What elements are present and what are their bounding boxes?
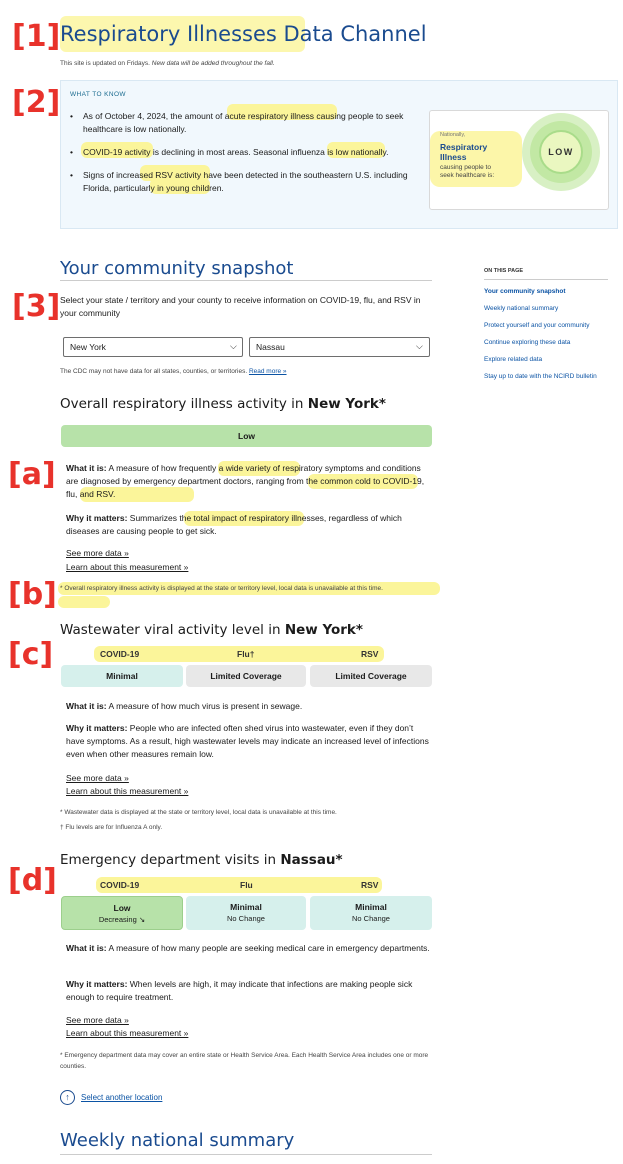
badge-title-1: Respiratory	[440, 142, 488, 152]
toc-related-data[interactable]: Explore related data	[484, 356, 543, 363]
toc-community-snapshot[interactable]: Your community snapshot	[484, 288, 566, 295]
annotation-a: [a]	[8, 457, 56, 492]
annotation-2: [2]	[12, 85, 61, 120]
bullet-3: • Signs of increased RSV activity have been detected in the southeastern U.S. including Florida, particularly in young children.	[70, 170, 408, 193]
ed-covid-trend: Decreasing ↘	[98, 915, 146, 924]
ed-learn-link[interactable]: Learn about this measurement »	[66, 1028, 189, 1038]
county-select[interactable]	[249, 337, 430, 357]
ww-footnote-1: * Wastewater data is displayed at the state or territory level, local data is unavailable at this time.	[60, 809, 337, 816]
weekly-summary-title: Weekly national summary	[60, 1130, 295, 1151]
ww-col-rsv: RSV	[361, 649, 379, 659]
on-this-page-heading: ON THIS PAGE	[484, 268, 524, 274]
overall-why: Why it matters: Summarizes the total impact of respiratory illnesses, regardless of which diseases are causing people to get sick.	[66, 513, 402, 536]
overall-footnote: * Overall respiratory illness activity is displayed at the state or territory level, local data is unavailable at this time.	[60, 585, 383, 592]
annotation-d: [d]	[8, 863, 57, 898]
ed-rsv-trend: No Change	[352, 914, 390, 923]
ed-col-rsv: RSV	[361, 880, 379, 890]
update-note: This site is updated on Fridays. New data will be added throughout the fall.	[60, 60, 275, 67]
overall-learn-link[interactable]: Learn about this measurement »	[66, 562, 189, 572]
ww-why: Why it matters: People who are infected often shed virus into wastewater, even if they don’t have symptoms. As a result, high wastewater levels may indicate an increased level of infections even when other measures remain low.	[66, 723, 429, 759]
ed-flu-level: Minimal	[230, 902, 262, 912]
toc-ncird-bulletin[interactable]: Stay up to date with the NCIRD bulletin	[484, 373, 597, 380]
badge-nationally: Nationally,	[440, 132, 466, 138]
toc-weekly-summary[interactable]: Weekly national summary	[484, 305, 559, 312]
arrow-up-circle-icon: ↑	[60, 1090, 75, 1105]
ed-rsv-level: Minimal	[355, 902, 387, 912]
ed-title: Emergency department visits in Nassau*	[60, 852, 343, 868]
chevron-down-icon: ⌵	[416, 341, 423, 351]
ww-what: What it is: A measure of how much virus is present in sewage.	[66, 701, 303, 711]
overall-what: What it is: A measure of how frequently a wide variety of respiratory symptoms and conditions are diagnosed by emergency department doctors, ranging from the common cold to COVID-19, flu, and RSV.	[66, 463, 425, 499]
select-another-link[interactable]: Select another location	[81, 1093, 163, 1102]
ww-flu-level: Limited Coverage	[186, 665, 306, 687]
ed-col-flu: Flu	[240, 880, 253, 890]
ed-flu-cell	[186, 896, 306, 930]
ed-what: What it is: A measure of how many people are seeking medical care in emergency departments.	[66, 943, 430, 953]
what-to-know-heading: WHAT TO KNOW	[70, 91, 126, 98]
ww-col-flu: Flu†	[237, 649, 255, 659]
ww-col-covid: COVID-19	[100, 649, 140, 659]
ed-flu-trend: No Change	[227, 914, 265, 923]
wastewater-title: Wastewater viral activity level in New York*	[60, 622, 363, 638]
badge-title-2: Illness	[440, 152, 467, 162]
annotation-3: [3]	[12, 289, 61, 324]
national-level-badge	[429, 110, 609, 210]
state-select[interactable]	[63, 337, 243, 357]
badge-level: LOW	[548, 147, 574, 157]
annotation-b: [b]	[8, 577, 57, 612]
ed-col-covid: COVID-19	[100, 880, 140, 890]
read-more-link[interactable]: Read more »	[248, 368, 287, 375]
badge-caption-2: seek healthcare is:	[440, 172, 495, 178]
overall-level-bar: Low	[61, 425, 432, 447]
ed-see-more-link[interactable]: See more data »	[66, 1015, 129, 1025]
ww-see-more-link[interactable]: See more data »	[66, 773, 129, 783]
page-title: Respiratory Illnesses Data Channel	[60, 22, 427, 46]
annotation-c: [c]	[8, 637, 54, 672]
ww-footnote-2: † Flu levels are for Influenza A only.	[60, 824, 163, 831]
ed-covid-level: Low	[113, 903, 131, 913]
toc-continue-exploring[interactable]: Continue exploring these data	[484, 339, 571, 346]
ed-rsv-cell	[310, 896, 432, 930]
overall-title: Overall respiratory illness activity in New York*	[60, 396, 386, 412]
bullet-1: • As of October 4, 2024, the amount of acute respiratory illness causing people to seek healthcare is low nationally.	[70, 111, 404, 134]
snapshot-disclaimer: The CDC may not have data for all states, counties, or territories. Read more »	[60, 368, 287, 375]
badge-caption-1: causing people to	[440, 164, 491, 171]
toc-protect-yourself[interactable]: Protect yourself and your community	[484, 322, 590, 329]
overall-see-more-link[interactable]: See more data »	[66, 548, 129, 558]
on-this-page-nav	[484, 288, 610, 380]
ed-why: Why it matters: When levels are high, it may indicate that infections are making people sick enough to require treatment.	[66, 979, 413, 1002]
ww-learn-link[interactable]: Learn about this measurement »	[66, 786, 189, 796]
ww-rsv-level: Limited Coverage	[310, 665, 432, 687]
snapshot-intro: Select your state / territory and your county to receive information on COVID-19, flu, and RSV in your community	[60, 295, 421, 318]
ed-covid-cell	[61, 896, 183, 930]
snapshot-title: Your community snapshot	[60, 258, 294, 279]
ww-covid-level: Minimal	[61, 665, 183, 687]
chevron-down-icon: ⌵	[230, 341, 237, 351]
ed-footnote: * Emergency department data may cover an entire state or Health Service Area. Each Health Service Area includes one or more counties.	[60, 1052, 429, 1070]
annotation-1: [1]	[12, 19, 61, 54]
bullet-2: • COVID-19 activity is declining in most areas. Seasonal influenza is low nationally.	[70, 147, 389, 157]
